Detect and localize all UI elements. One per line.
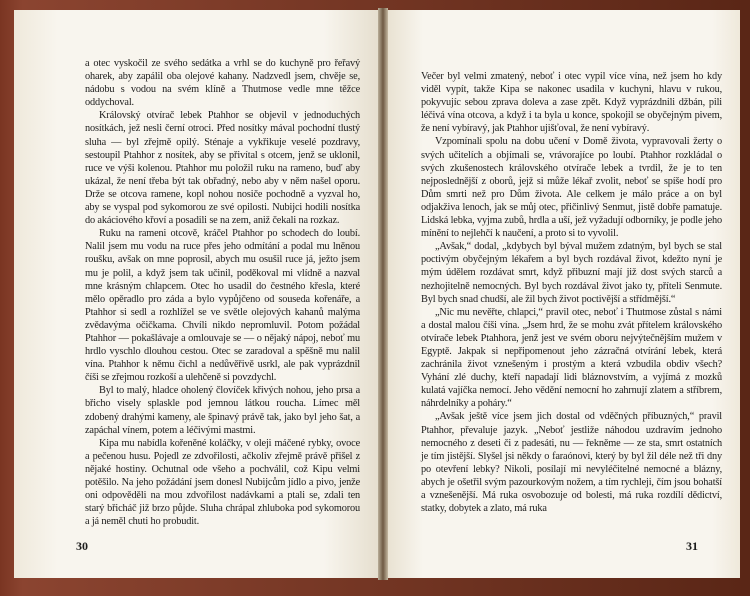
paragraph: Královský otvírač lebek Ptahhor se objevil v jednoduchých nosítkách, jež nesli černí otroci. Před nosítky mával pochodní tlustý sluha — byl zřejmě opilý. Sténaje a vykřikuje veselé pozdravy, sestoupil Ptahhor z nosítek, aby se přivítal s otcem, jenž se uklonil, ruce ve výši kolenou. Ptahhor mu položil ruku na rameno, buď aby ukázal, že není třeba být tak obřadný, nebo aby v něm našel oporu. Drže se otcova ramene, kopl nohou nosiče pochodně a vyzval ho, aby se vyspal pod sykomorou ze své opilosti. Nubijci hodili nosítka do akáciového křoví a posadili se na zem, aniž čekali na rozkaz. — [85, 110, 360, 227]
paragraph: „Avšak,“ dodal, „kdybych byl býval mužem zdatným, byl bych se stal poctivým obyčejným lékařem a byl bych rozdával život, kdežto nyní je mým údělem rozdávat smrt, když přibuzní mají již dost svých starců a nezhojitelně nemocných. Byl bych rozdával život jako ty, příteli Senmute. Byl bych snad chudší, ale žil bych život poctivější a střídmější.“ — [421, 241, 722, 305]
paragraph: „Nic mu nevěřte, chlapci,“ pravil otec, neboť i Thutmose zůstal s námi a dostal malou číši vína. „Jsem hrd, že se mohu zvát přítelem královského otvírače lebek Ptahhora, jenž jest ve svém oboru nejvýtečnějším mužem v Egyptě. Jakpak si nepřipomenout jeho zázračná otvírání lebek, která zachránila život vznešeným i prostým a která vzbudila obdiv všech? Vyhání zlé duchy, kteří napadají lidi bláznovstvím, a vyjímá z mozků kulatá vajíčka nemocí. Jeho vědění nemocní ho zahrnují zlatem a stříbrem, náhrdelníky a poháry.“ — [421, 306, 722, 410]
paragraph: Byl to malý, hladce oholený človíček křivých nohou, jeho prsa a břicho visely splaskle pod jemnou látkou roucha. Límec měl zdobený drahými kameny, ale špinavý právě tak, jako byl jeho šat, a zapáchal vínem, potem a léčivými mastmi. — [85, 385, 360, 436]
paragraph: a otec vyskočil ze svého sedátka a vrhl se do kuchyně pro řeřavý oharek, aby zapálil oba olejové kahany. Nadzvedl jsem, chvěje se, nádobu s vodou na svém klíně a Thutmose vedle mne těžce oddychoval. — [85, 58, 360, 109]
right-page — [388, 10, 740, 578]
paragraph: „Avšak ještě více jsem jich dostal od vděčných příbuzných,“ pravil Ptahhor, převaluje jazyk. „Neboť jestliže náhodou uzdravím jednoho nemocného z deseti či z padesáti, nu — řekněme — ze sta, smrt ostatních je tím jistější. Slyšel jsi někdy o faraónovi, který by byl žil déle než tři dny po otevření lebky? Nikoli, posílají mi nevyléčitelné nemocné a blázny, abych je ošetřil svým pazourkovým nožem, a tím rychleji, čím jsou bohatší a vznešenější. Má ruka osvobozuje od bolesti, má ruka rozdílí dědictví, statky, dobytek a zlato, má ruka — [421, 411, 722, 515]
page-number-left: 30 — [76, 539, 88, 553]
paragraph: Ruku na rameni otcově, kráčel Ptahhor po schodech do loubí. Nalil jsem mu vodu na ruce přes jeho odmítání a podal mu lněnou roušku, avšak on mne poprosil, abych mu osušil ruce já, ježto jsem mu je polil, a když jsem tak učinil, poděkoval mi vlídně a nazval mne krásným chlapcem. Otec ho usadil do čestného křesla, které mělo opěradlo pro záda a bylo vypůjčeno od souseda kořenáře, a Ptahhor si sedl a rozhlížel se ve světle olejových kahanů malýma zvědavýma očičkama. Chvíli nikdo nepromluvil. Potom požádal Ptahhor — pokašlávaje a omlouvaje se — o nějaký nápoj, neboť mu hrdlo vyschlo dlouhou cestou. Otec se zaradoval a spěšně mu nalil vína. Ptahhor k němu čichl a nedůvěřivě usrkl, ale pak vyprázdnil číši se zřejmou rozkoší a ulehčeně si povzdychl. — [85, 228, 360, 384]
paragraph: Kipa mu nabídla kořeněné koláčky, v oleji máčené rybky, ovoce a pečenou husu. Pojedl ze zdvořilosti, ačkoliv zřejmě právě přišel z nějaké hostiny. Ochutnal ode všeho a pochválil, což Kipu velmi potěšilo. Na jeho požádání jsem donesl Nubijcům jídlo a pivo, jenže oni odpověděli na mou zdvořilost nadávkami a ptali se, zdali ten starý břicháč již brzo půjde. Sluha chrápal zhluboka pod sykomorou a já neměl chuti ho probudit. — [85, 437, 360, 528]
left-page-text — [85, 57, 360, 528]
book-gutter — [378, 8, 388, 580]
left-page — [14, 10, 378, 578]
paragraph: Vzpomínali spolu na dobu učení v Domě života, vypravovali žerty o svých učitelích a objímali se, vrávorajíce po loubí. Ptahhor rozkládal o svých zkušenostech královského otvírače lebek a tvrdil, že je to ten nejposlednější z oborů, jejž si může lékař zvolit, neboť se spíše hodí pro Dům smrti než pro Dům života. Ale celkem je málo práce a on byl odjakživa lenoch, jak se můj otec, přičinlivý Senmut, jistě dobře pamatuje. Lidská lebka, vyjma zubů, hrdla a uší, jež vyžadují odborníky, je podle jeho mínění to nejlehčí k naučení, a proto si to vyvolil. — [421, 136, 722, 240]
paragraph: Večer byl velmi zmatený, neboť i otec vypil více vína, než jsem ho kdy viděl vypít, takže Kipa se nakonec usadila v kuchyni, hlavu v rukou, pokyvujíc sebou zprava doleva a zase zpět. Když vyprázdnili džbán, pili léčivá vína otcova, a když i ta byla u konce, spokojil se obyčejným pivem, že není vybíravý, jak Ptahhor ujišťoval, že není vybíravý. — [421, 71, 722, 135]
right-page-text — [421, 70, 722, 515]
page-number-right: 31 — [686, 539, 698, 553]
